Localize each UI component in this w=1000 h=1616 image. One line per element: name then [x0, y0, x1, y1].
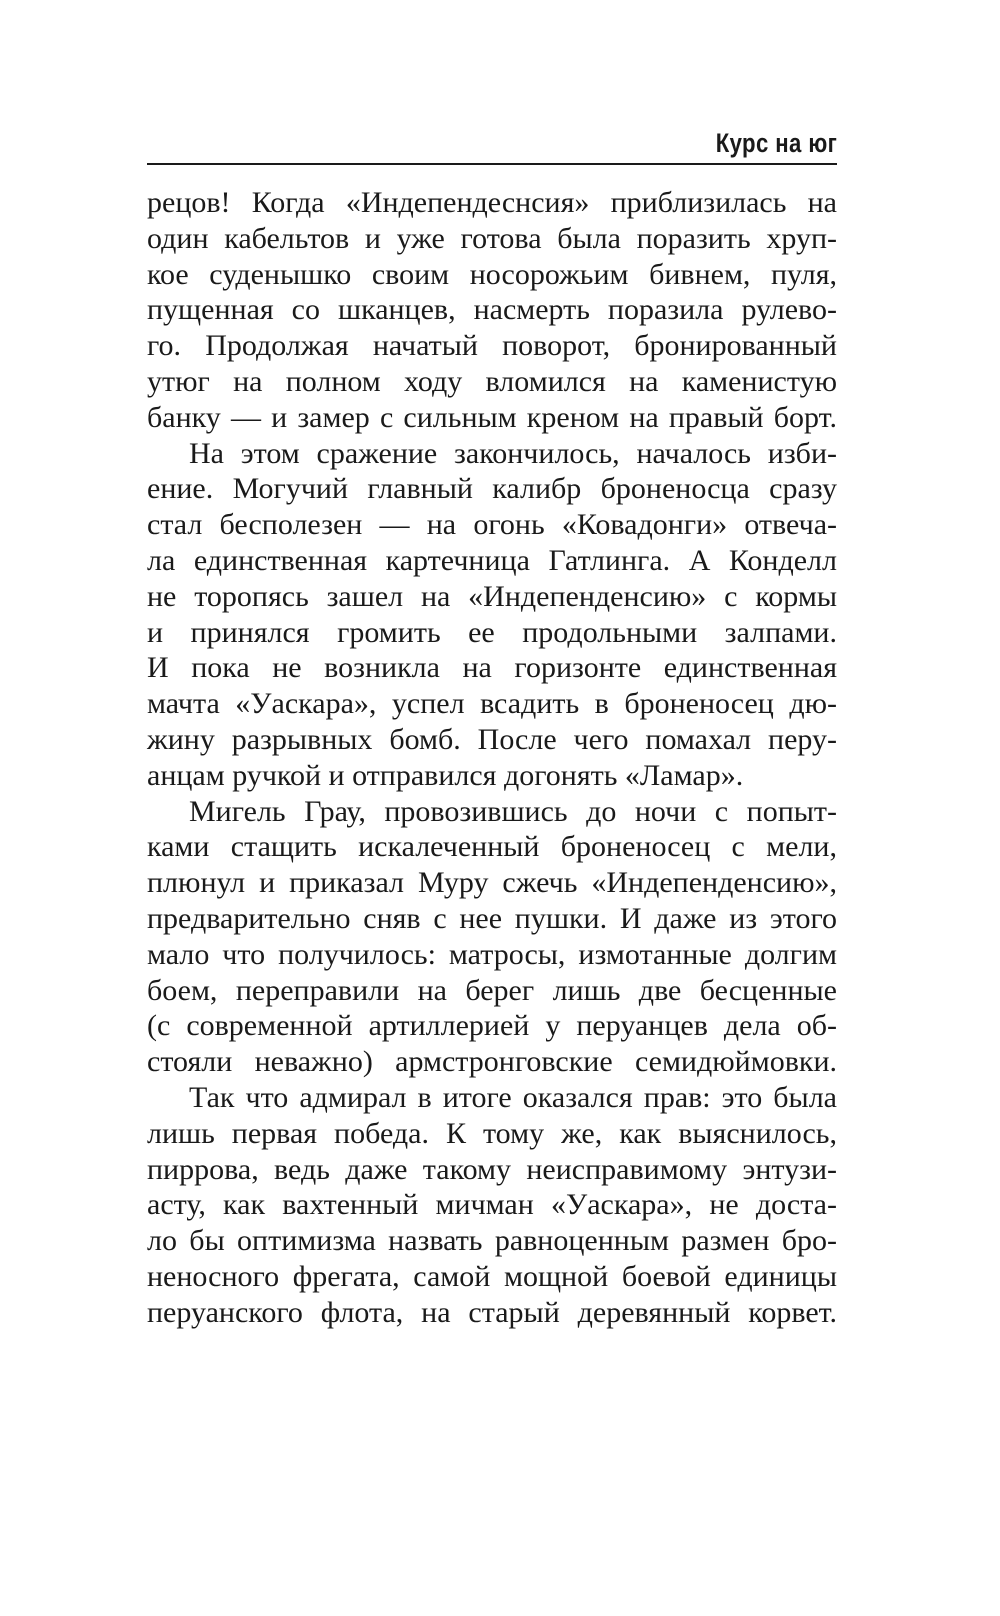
text-line: ла единственная картечница Гатлинга. А Конделл	[147, 543, 837, 577]
text-line: мало что получилось: матросы, измотанные долгим	[147, 937, 837, 971]
text-line: перуанского флота, на старый деревянный корвет.	[147, 1295, 837, 1329]
text-line: лишь первая победа. К тому же, как выяснилось,	[147, 1116, 837, 1150]
text-line: асту, как вахтенный мичман «Уаскара», не доста-	[147, 1188, 837, 1222]
paragraph	[147, 185, 837, 436]
text-line: неносного фрегата, самой мощной боевой единицы	[147, 1259, 837, 1293]
text-line: кое суденышко своим носорожьим бивнем, пуля,	[147, 257, 837, 291]
text-line: банку — и замер с сильным креном на правый борт.	[147, 400, 837, 434]
text-line: Мигель Грау, провозившись до ночи с попыт-	[189, 794, 837, 828]
text-line: пущенная со шканцев, насмерть поразила рулево-	[147, 293, 837, 327]
paragraph	[147, 436, 837, 794]
text-line: И пока не возникла на горизонте единственная	[147, 651, 837, 685]
text-line: Так что адмирал в итоге оказался прав: это была	[189, 1080, 837, 1114]
header-rule	[147, 163, 837, 165]
text-line: плюнул и приказал Муру сжечь «Индепенденсию»,	[147, 866, 837, 900]
text-line: мачта «Уаскара», успел всадить в броненосец дю-	[147, 687, 837, 721]
text-line: боем, переправили на берег лишь две бесценные	[147, 973, 837, 1007]
text-line: стояли неважно) армстронговские семидюймовки.	[147, 1045, 837, 1079]
text-line: пиррова, ведь даже такому неисправимому энтузи-	[147, 1152, 837, 1186]
text-line: один кабельтов и уже готова была поразить хруп-	[147, 221, 837, 255]
text-line: не торопясь зашел на «Индепенденсию» с кормы	[147, 579, 837, 613]
paragraph	[147, 1080, 837, 1331]
text-line: (с современной артиллерией у перуанцев дела об-	[147, 1009, 837, 1043]
text-line: предварительно сняв с нее пушки. И даже из этого	[147, 901, 837, 935]
text-line: и принялся громить ее продольными залпами.	[147, 615, 837, 649]
text-line: ло бы оптимизма назвать равноценным размен бро-	[147, 1224, 837, 1258]
text-line: жину разрывных бомб. После чего помахал перу-	[147, 722, 837, 756]
paragraph	[147, 794, 837, 1080]
running-head: Курс на юг	[715, 128, 837, 158]
text-line: ками стащить искалеченный броненосец с мели,	[147, 830, 837, 864]
text-line: ение. Могучий главный калибр броненосца сразу	[147, 472, 837, 506]
text-line: утюг на полном ходу вломился на каменистую	[147, 364, 837, 398]
body-text	[147, 185, 837, 1331]
text-line: рецов! Когда «Индепендеснсия» приблизилась на	[147, 186, 837, 219]
text-line: стал бесполезен — на огонь «Ковадонги» отвеча-	[147, 508, 837, 542]
text-line: анцам ручкой и отправился догонять «Ламар».	[147, 758, 744, 792]
text-line: го. Продолжая начатый поворот, бронированный	[147, 329, 837, 363]
text-line: На этом сражение закончилось, началось изби-	[189, 436, 837, 470]
